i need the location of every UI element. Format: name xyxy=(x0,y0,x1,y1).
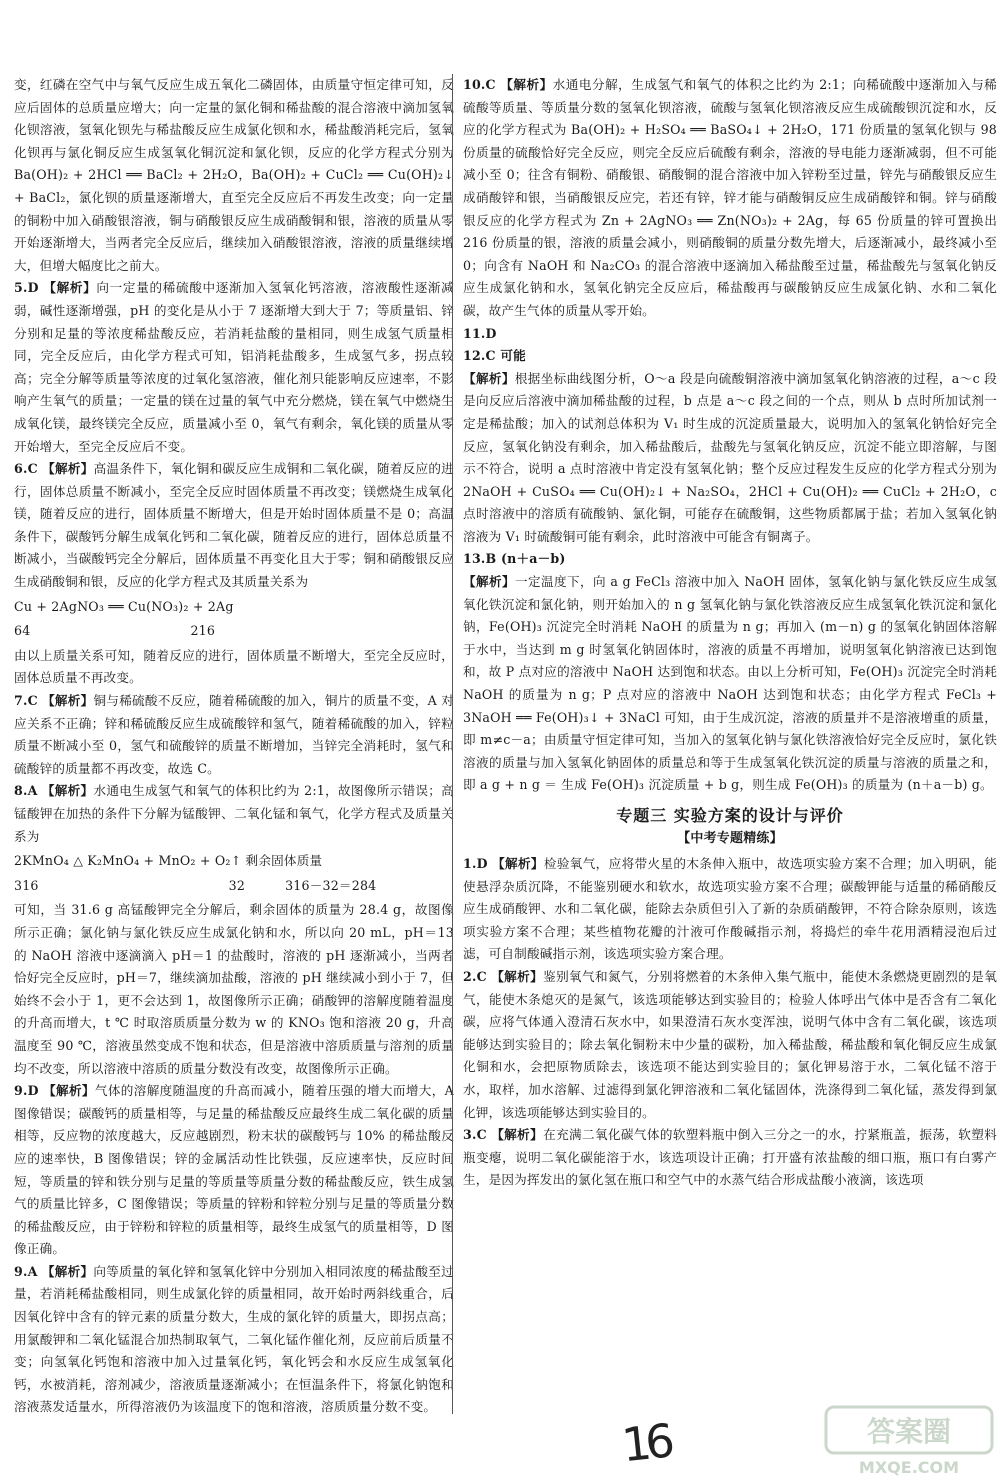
question-number: 8. xyxy=(14,783,28,799)
answer: B (n＋a－b) xyxy=(485,551,566,567)
mass-value: 316 xyxy=(14,877,39,893)
analysis-text-continued: 由以上质量关系可知，随着反应的进行，固体质量不断增大，至完全反应时，固体总质量不再改变。 xyxy=(14,647,454,686)
answer: C xyxy=(27,693,38,709)
exercise-2 xyxy=(463,966,997,1124)
equation: Cu + 2AgNO₃ ══ Cu(NO₃)₂ + 2Ag xyxy=(14,598,234,614)
analysis-text: 检验氧气，应将带火星的木条伸入瓶中，故选项实验方案不合理；加入明矾，能使悬浮杂质沉降，不能鉴别硬水和软水，故选项实验方案不合理；碳酸钾能与适量的稀硝酸反应生成硝酸钾、水和二氧化碳，能除去杂质但引入了新的杂质硝酸钾，不符合除杂原则，该选项实验方案不合理；某些植物花瓣的汁液可作酸碱指示剂，将捣烂的牵牛花用酒精浸泡后过滤，可自制酸碱指示剂，该选项实验方案合理。 xyxy=(463,856,997,962)
question-10 xyxy=(463,74,997,323)
answer: C 可能 xyxy=(485,348,526,364)
question-number: 9. xyxy=(14,1263,28,1279)
answer: C xyxy=(476,968,487,984)
question-9b xyxy=(14,1261,454,1419)
question-11 xyxy=(463,323,997,346)
mass-value: 316－32＝284 xyxy=(285,877,377,893)
section-title: 专题三 实验方案的设计与评价 xyxy=(616,806,844,825)
mass-value: 32 xyxy=(228,877,246,893)
analysis-text: 一定温度下，向 a g FeCl₃ 溶液中加入 NaOH 固体，氢氧化钠与氯化铁反应生成氢氧化铁沉淀和氯化钠，则开始加入的 n g 氢氧化钠与氯化铁溶液反应生成氢氧化铁沉淀和氯化钠，Fe(OH)₃ 沉淀完全时消耗 NaOH 的质量为 n g；再加入 (m－n) g 的氢氧化钠固体溶解于水中，当达到 m g 时氢氧化钠固体时，溶液的质量不再增加，说明氢氧化钠溶液已达到饱和，故 P 点对应的溶液中 NaOH 达到饱和状态。由以上分析可知，Fe(OH)₃ 沉淀完全时消耗 NaOH 的质量为 n g；P 点对应的溶液中 NaOH 达到饱和状态；由化学方程式 FeCl₃ + 3NaOH ══ Fe(OH)₃↓ + 3NaCl 可知，由于生成沉淀，溶液的质量并不是溶液增重的质量，即 m≠c－a；由质量守恒定律可知，当加入的氢氧化钠与氯化铁溶液恰好完全反应时，氯化铁溶液的质量与加入氢氧化钠固体的质量总和等于生成氢氧化铁沉淀的质量与溶液的质量之和，即 a g + n g ＝ 生成 Fe(OH)₃ 沉淀质量 + b g，则生成 Fe(OH)₃ 的质量为 (n＋a－b) g。 xyxy=(463,574,997,793)
analysis-tag: 【解析】 xyxy=(491,1127,544,1143)
equation-masses xyxy=(14,620,454,643)
question-12 xyxy=(463,345,997,368)
left-column xyxy=(14,74,454,1454)
mass-value: 64 xyxy=(14,623,31,639)
exercise-3 xyxy=(463,1124,997,1192)
answer: A xyxy=(27,783,38,799)
analysis-text-continued: 可知，当 31.6 g 高锰酸钾完全分解后，剩余固体的质量为 28.4 g，故图像所示正确；氯化钠与氯化铁反应生成氯化钠和水，所以向 20 mL，pH＝13 的 NaOH 溶液中逐滴滴入 pH＝1 的盐酸时，溶液的 pH 逐渐减小，当两者恰好完全反应时，pH＝7，继续滴加盐酸，溶液的 pH 继续减小到小于 7，但始终不会小于 1，更不会达到 1，故图像所示正确；硝酸钾的溶解度随着温度的升高而增大，t ℃ 时取溶质质量分数为 w 的 KNO₃ 饱和溶液 20 g，升高温度至 90 ℃，溶液虽然变成不饱和状态，但是溶液中溶质质量与溶剂的质量均不改变，所以溶液中溶质的质量分数没有改变，故图像所示正确。 xyxy=(14,902,454,1076)
analysis-tag: 【解析】 xyxy=(42,461,94,477)
answer: D xyxy=(27,280,39,296)
analysis-text: 在充满二氧化碳气体的软塑料瓶中倒入三分之一的水，拧紧瓶盖，振荡，软塑料瓶变瘪，说明二氧化碳能溶于水，该选项设计正确；打开盛有浓盐酸的细口瓶，瓶口有白雾产生，是因为挥发出的氯化氢在瓶口和空气中的水蒸气结合形成盐酸小液滴，该选项 xyxy=(463,1127,997,1188)
analysis-tag: 【解析】 xyxy=(491,968,544,984)
question-7 xyxy=(14,690,454,780)
answer: A xyxy=(27,1263,38,1279)
analysis-tag: 【解析】 xyxy=(463,370,515,386)
question-8 xyxy=(14,780,454,848)
answer: C xyxy=(485,77,496,92)
analysis-text: 气体的溶解度随温度的升高而减小，随着压强的增大而增大，A 图像错误；碳酸钙的质量相等，与足量的稀盐酸反应最终生成二氧化碳的质量相等，反应物的浓度越大，反应越剧烈，粉末状的碳酸钙与 10% 的稀盐酸反应的速率快，B 图像错误；锌的金属活动性比铁强，反应速率快，反应时间短，等质量的锌和铁分别与足量的等质量等质量分数的稀盐酸反应，铁生成氢气的质量比锌多，C 图像错误；等质量的锌粉和锌粒分别与足量的等质量分数的稀盐酸反应，由于锌粉和锌粒的质量相等，最终生成氢气的质量相等，D 图像正确。 xyxy=(14,1083,454,1257)
answer: D xyxy=(476,856,488,871)
question-13 xyxy=(463,548,997,571)
question-13-analysis xyxy=(463,571,997,797)
question-number: 7. xyxy=(14,693,28,709)
question-number: 9. xyxy=(14,1083,28,1099)
question-number: 11. xyxy=(463,325,486,341)
analysis-tag: 【解析】 xyxy=(463,574,515,590)
question-number: 5. xyxy=(14,280,28,296)
svg-text:答案圈: 答案圈 xyxy=(866,1415,952,1448)
question-number: 13. xyxy=(463,551,486,567)
question-number: 2. xyxy=(463,968,477,984)
answer: D xyxy=(27,1083,39,1099)
analysis-text: 向一定量的稀硫酸中逐渐加入氢氧化钙溶液，溶液酸性逐渐减弱，碱性逐渐增强，pH 的变化是从小于 7 逐渐增大到大于 7；等质量铝、锌分别和足量的等浓度稀盐酸反应，若消耗盐酸的量相同，则生成氢气质量相同，完全反应后，由化学方程式可知，铝消耗盐酸多，生成氢气多，拐点较高；完全分解等质量等浓度的过氧化氢溶液，催化剂只能影响反应速率，不影响产生氧气的质量；一定量的镁在过量的氧气中充分燃烧，镁在氧气中燃烧生成氧化镁，最终镁完全反应，质量减小至 0，氧气有剩余，氧化镁的质量从零开始增大，至完全反应后不变。 xyxy=(14,280,454,454)
equation-masses xyxy=(14,875,454,898)
analysis-tag: 【解析】 xyxy=(41,1263,94,1279)
answer: C xyxy=(27,461,38,477)
question-number: 1. xyxy=(463,856,477,871)
question-number: 10. xyxy=(463,77,486,92)
analysis-tag: 【解析】 xyxy=(492,856,544,871)
mass-value: 216 xyxy=(190,623,216,639)
analysis-text: 向等质量的氧化锌和氢氧化锌中分别加入相同浓度的稀盐酸至过量，若消耗稀盐酸相同，则生成氯化锌的质量相同，故开始时两斜线重合，后因氧化锌中含有的锌元素的质量分数大，生成的氯化锌的质量大，即拐点高；用氯酸钾和二氧化锰混合加热制取氧气，二氧化锰作催化剂，反应前后质量不变；向氢氧化钙饱和溶液中加入过量氧化钙，氧化钙会和水反应生成氢氧化钙，水被消耗，溶剂减少，溶液质量逐渐减小；在恒温条件下，将氯化钠饱和溶液蒸发适量水，所得溶液仍为该温度下的饱和溶液，溶质质量分数不变。 xyxy=(14,1263,454,1415)
answer: D xyxy=(485,325,497,341)
analysis-tag: 【解析】 xyxy=(43,1083,95,1099)
subsection-title: 【中考专题精练】 xyxy=(677,831,783,846)
question-number: 3. xyxy=(463,1127,477,1143)
question-6 xyxy=(14,458,454,594)
watermark-logo xyxy=(824,1401,994,1479)
question-5 xyxy=(14,277,454,458)
left-intro: 变，红磷在空气中与氧气反应生成五氧化二磷固体，由质量守恒定律可知，反应后固体的总质量应增大；向一定量的氯化铜和稀盐酸的混合溶液中滴加氢氧化钡溶液，氢氧化钡先与稀盐酸反应生成氯化钡和水，稀盐酸消耗完后，氢氧化钡再与氯化铜反应生成氢氧化铜沉淀和氯化钡，反应的化学方程式分别为 Ba(OH)₂ + 2HCl ══ BaCl₂ + 2H₂O，Ba(OH)₂ + CuCl₂ ══ Cu(OH)₂↓ + BaCl₂，氯化钡的质量逐渐增大，直至完全反应后不再发生改变；向一定量的铜粉中加入硝酸银溶液，铜与硝酸银反应生成硝酸铜和银，溶液的质量从零开始逐渐增大，当两者完全反应后，继续加入硝酸银溶液，溶液的质量继续增大，但增大幅度比之前大。 xyxy=(14,77,454,273)
analysis-tag: 【解析】 xyxy=(41,783,94,799)
analysis-text: 水通电分解，生成氢气和氧气的体积之比约为 2:1；向稀硫酸中逐渐加入与稀硫酸等质量、等质量分数的氢氧化钡溶液，硫酸与氢氧化钡溶液反应生成硫酸钡沉淀和水，反应的化学方程式为 Ba(OH)₂ + H₂SO₄ ══ BaSO₄↓ + 2H₂O，171 份质量的氢氧化钡与 98 份质量的硫酸恰好完全反应，则完全反应后硫酸有剩余，溶液的导电能力逐渐减弱，但不可能减小至 0；往含有铜粉、硝酸银、硝酸铜的混合溶液中加入锌粉至过量，锌先与硝酸银反应生成硝酸锌和银，当硝酸银反应完，若还有锌，锌才能与硝酸铜反应生成硝酸锌和铜。锌与硝酸银反应的化学方程式为 Zn + 2AgNO₃ ══ Zn(NO₃)₂ + 2Ag，每 65 份质量的锌可置换出 216 份质量的银，溶液的质量会减小，则硝酸铜的质量分数先增大，后逐渐减小，最终减小至 0；向含有 NaOH 和 Na₂CO₃ 的混合溶液中逐滴加入稀盐酸至过量，稀盐酸先与氢氧化钠反应生成氯化钠和水，氢氧化钠完全反应后，稀盐酸再与碳酸钠反应生成氯化钠、水和二氧化碳，故产生气体的质量从零开始。 xyxy=(463,77,997,318)
analysis-tag: 【解析】 xyxy=(43,280,97,296)
analysis-text: 鉴别氧气和氮气，分别将燃着的木条伸入集气瓶中，能使木条燃烧更剧烈的是氧气，能使木条熄灭的是氮气，该选项能够达到实验目的；检验人体呼出气体中是否含有二氧化碳，应将气体通入澄清石灰水中，如果澄清石灰水变浑浊，说明气体中含有二氧化碳，该选项能够达到实验目的；除去氧化铜粉末中少量的碳粉，加入稀盐酸，稀盐酸和氧化铜反应生成氯化铜和水，会把原物质除去，该选项不能达到实验目的；氯化钾易溶于水，二氧化锰不溶于水，取样，加水溶解、过滤得到氯化钾溶液和二氧化锰固体，洗涤得到二氧化锰，蒸发得到氯化钾，该选项能够达到实验目的。 xyxy=(463,968,997,1120)
svg-text:MXQE.COM: MXQE.COM xyxy=(858,1458,960,1477)
analysis-tag: 【解析】 xyxy=(42,693,94,709)
analysis-text: 根据坐标曲线图分析，O～a 段是向硫酸铜溶液中滴加氢氧化钠溶液的过程，a～c 段是向反应后溶液中滴加稀盐酸的过程，b 点是 a～c 段之间的一个点，则从 b 点时所加试剂一定是稀盐酸；加入的试剂总体积为 V₁ 时生成的沉淀质量最大，说明加入的氢氧化钠恰好完全反应，氢氧化钠没有剩余，加入稀盐酸后，盐酸先与氢氧化钠反应，沉淀不能立即溶解，与图示不符合，说明 a 点时溶液中肯定没有氢氧化钠；整个反应过程发生反应的化学方程式分别为 2NaOH + CuSO₄ ══ Cu(OH)₂↓ + Na₂SO₄，2HCl + Cu(OH)₂ ══ CuCl₂ + 2H₂O，c 点时溶液中的溶质有硫酸钠、氯化铜，可能存在硫酸铜，这些物质都属于盐；若加入氢氧化钠溶液为 V₁ 时硫酸铜可能有剩余，此时溶液中可能含有铜离子。 xyxy=(463,370,997,544)
question-number: 6. xyxy=(14,461,28,477)
question-number: 12. xyxy=(463,348,486,364)
right-column xyxy=(452,74,997,1414)
answer: C xyxy=(476,1127,487,1143)
equation: 2KMnO₄ △ K₂MnO₄ + MnO₂ + O₂↑ 剩余固体质量 xyxy=(14,853,323,869)
exercise-1 xyxy=(463,853,997,966)
analysis-text: 水通电生成氢气和氧气的体积比约为 2:1，故图像所示错误；高锰酸钾在加热的条件下分解为锰酸钾、二氧化锰和氧气，化学方程式及质量关系为 xyxy=(14,783,454,844)
question-12-analysis xyxy=(463,368,997,549)
analysis-text: 铜与稀硫酸不反应，随着稀硫酸的加入，铜片的质量不变，A 对应关系不正确；锌和稀硫酸反应生成硫酸锌和氢气，随着稀硫酸的加入，锌粒质量不断减小至 0，氢气和硫酸锌的质量不断增加，当锌完全消耗时，氢气和硫酸锌的质量都不再改变，故选 C。 xyxy=(14,693,454,776)
analysis-tag: 【解析】 xyxy=(500,77,553,92)
question-9a xyxy=(14,1080,454,1261)
analysis-text: 高温条件下，氧化铜和碳反应生成铜和二氧化碳，随着反应的进行，固体总质量不断减小，至完全反应时固体质量不再改变；镁燃烧生成氧化镁，随着反应的进行，固体质量不断增大，但是开始时固体质量不是 0；高温条件下，碳酸钙分解生成氧化钙和二氧化碳，随着反应的进行，固体总质量不断减小，当碳酸钙完全分解后，固体质量不再变化且大于零；铜和硝酸银反应生成硝酸铜和银，反应的化学方程式及其质量关系为 xyxy=(14,461,454,590)
handwritten-page-number: 16 xyxy=(619,1413,672,1473)
